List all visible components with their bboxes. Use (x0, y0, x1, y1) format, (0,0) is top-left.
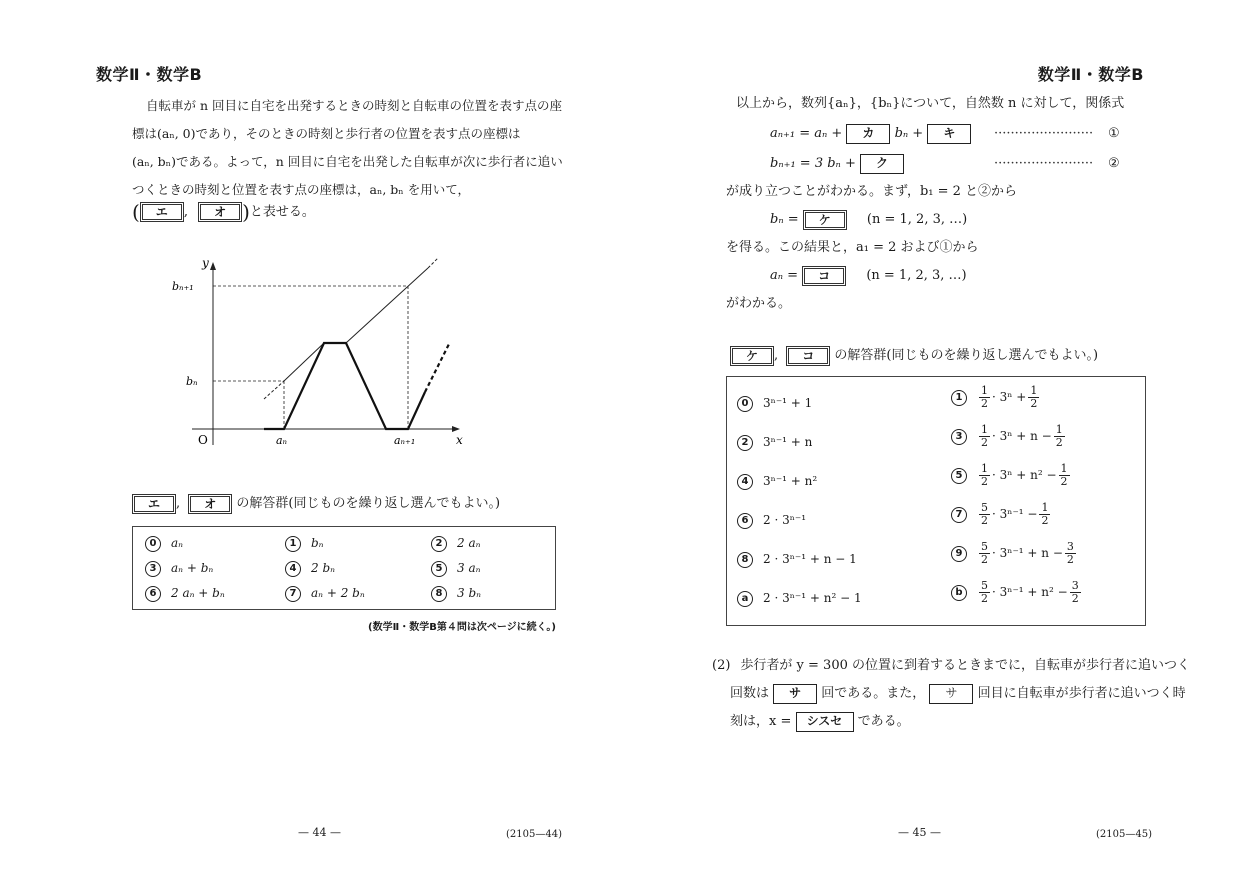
denominator: 2 (1030, 397, 1038, 410)
answer-box-ki[interactable]: キ (927, 124, 971, 144)
choice-item[interactable] (145, 585, 225, 602)
choice-expr: 3ⁿ⁻¹ + n (763, 435, 813, 449)
heading-text: の解答群(同じものを繰り返し選んでもよい。) (236, 496, 501, 511)
page-header: 数学Ⅱ・数学B (1037, 65, 1144, 84)
choices-box (726, 376, 1146, 626)
y-tick-bn: bₙ (186, 375, 198, 388)
choice-expr: · 3ⁿ⁻¹ + n − (992, 546, 1063, 560)
choice-number: 5 (951, 468, 967, 484)
choice-item[interactable] (951, 580, 1083, 605)
tuple-suffix: と表せる。 (249, 204, 315, 220)
choice-item[interactable] (951, 502, 1052, 527)
question-label: (2) (712, 658, 731, 673)
choice-number: 2 (737, 435, 753, 451)
answer-box-ka[interactable]: カ (846, 124, 890, 144)
denominator: 2 (981, 514, 988, 527)
walker-line-dash-start (264, 381, 284, 399)
comma: , (774, 348, 779, 363)
leader-dots: ························ (994, 126, 1094, 141)
heading-box-ko: コ (786, 346, 830, 366)
choice-number: 2 (431, 536, 447, 552)
denominator: 2 (1066, 553, 1074, 566)
denominator: 2 (981, 475, 988, 488)
y-axis-arrow (210, 262, 216, 270)
choice-item[interactable] (951, 541, 1078, 566)
intro-line: (aₙ, bₙ)である。よって，n 回目に自宅を出発した自転車が次に歩行者に追い (132, 154, 563, 169)
q2-line2-pre: 回数は (730, 686, 770, 701)
choice-number: b (951, 585, 967, 601)
denominator: 2 (981, 436, 988, 449)
fraction (979, 463, 990, 488)
choice-number: 4 (285, 561, 301, 577)
choice-number: 4 (737, 474, 753, 490)
line-4: がわかる。 (726, 296, 792, 311)
answer-box-ke[interactable]: ケ (803, 210, 847, 230)
answer-box-e[interactable]: エ (140, 202, 184, 222)
walker-line-dash-end (428, 258, 438, 268)
fraction (979, 424, 990, 449)
page-code: (2105—44) (506, 829, 562, 840)
answer-box-ku[interactable]: ク (860, 154, 904, 174)
page-header: 数学Ⅱ・数学B (96, 65, 203, 84)
denominator: 2 (981, 553, 988, 566)
choice-item[interactable] (285, 535, 324, 552)
heading-text: の解答群(同じものを繰り返し選んでもよい。) (834, 348, 1099, 363)
eq3-lhs: bₙ = (770, 212, 799, 227)
choice-item[interactable] (431, 585, 481, 602)
open-paren: ( (132, 200, 140, 224)
equation-3 (770, 206, 967, 234)
eq1-lhs: aₙ₊₁ = aₙ + (770, 126, 843, 141)
right-page (620, 0, 1240, 876)
choice-item[interactable] (285, 560, 335, 577)
comma: , (183, 204, 188, 220)
equation-4 (770, 262, 967, 290)
choice-expr: aₙ (171, 536, 184, 550)
denominator: 2 (981, 592, 988, 605)
choice-expr: · 3ⁿ + (992, 390, 1027, 404)
eq4-cond: (n = 1, 2, 3, …) (866, 268, 967, 283)
bicycle-path-dash (425, 342, 450, 392)
choice-number: 5 (431, 561, 447, 577)
fraction (1059, 463, 1070, 488)
eq3-cond: (n = 1, 2, 3, …) (866, 212, 968, 227)
choice-number: 6 (145, 586, 161, 602)
choice-expr: · 3ⁿ + n − (992, 429, 1052, 443)
choice-number: 1 (951, 390, 967, 406)
numerator: 3 (1066, 540, 1074, 553)
heading-box-e: エ (132, 494, 176, 514)
denominator: 2 (1041, 514, 1049, 527)
choice-item[interactable] (951, 385, 1041, 410)
eq2-ref: ② (1108, 156, 1120, 171)
denominator: 2 (1060, 475, 1068, 488)
close-paren: ) (242, 200, 250, 224)
y-axis-label: y (202, 256, 209, 270)
fraction (979, 541, 990, 566)
choice-item[interactable] (737, 473, 817, 490)
choice-number: 0 (145, 536, 161, 552)
choice-item[interactable] (737, 434, 812, 451)
choice-expr: aₙ + bₙ (171, 561, 214, 575)
page-number: — 45 — (898, 826, 941, 839)
choices-heading (132, 490, 500, 518)
choice-expr: · 3ⁿ + n² − (992, 468, 1057, 482)
choice-expr: aₙ + 2 bₙ (311, 586, 365, 600)
eq4-lhs: aₙ = (770, 268, 799, 283)
fraction (1028, 385, 1039, 410)
choice-number: a (737, 591, 753, 607)
choice-number: 3 (145, 561, 161, 577)
eq2-lhs: bₙ₊₁ = 3 bₙ + (770, 156, 856, 171)
line-2: が成り立つことがわかる。まず，b₁ = 2 と②から (726, 184, 1018, 199)
numerator: 1 (981, 423, 988, 436)
choice-item[interactable] (431, 560, 480, 577)
numerator: 5 (981, 501, 988, 514)
numerator: 1 (1041, 501, 1049, 514)
numerator: 1 (1055, 423, 1063, 436)
intro-line: つくときの時刻と位置を表す点の座標は，aₙ, bₙ を用いて， (132, 182, 470, 197)
choice-expr: 2 · 3ⁿ⁻¹ + n² − 1 (763, 591, 862, 605)
x-axis-arrow (452, 426, 460, 432)
choice-expr: 3ⁿ⁻¹ + 1 (763, 396, 813, 410)
fraction (979, 502, 990, 527)
choice-expr: 2 · 3ⁿ⁻¹ (763, 513, 807, 527)
question-2 (712, 652, 1190, 736)
choice-expr: 3 bₙ (457, 586, 481, 600)
graph (170, 250, 470, 450)
walker-line-1 (284, 343, 324, 381)
equation-1 (770, 120, 971, 148)
q2-line3-pre: 刻は，x = (730, 714, 792, 729)
choice-number: 1 (285, 536, 301, 552)
choice-number: 8 (737, 552, 753, 568)
fraction (1039, 502, 1050, 527)
denominator: 2 (1055, 436, 1063, 449)
comma: , (176, 496, 181, 511)
origin-label: O (198, 433, 208, 447)
continue-note: (数学Ⅱ・数学B第４問は次ページに続く。) (368, 622, 556, 633)
choice-item[interactable] (285, 585, 365, 602)
line-3: を得る。この結果と，a₁ = 2 および①から (726, 240, 979, 255)
intro-line: 標は(aₙ, 0)であり，そのときの時刻と歩行者の位置を表す点の座標は (132, 126, 521, 141)
choices-box (132, 526, 556, 610)
choice-item[interactable] (951, 463, 1072, 488)
y-tick-bn1: bₙ₊₁ (172, 280, 194, 293)
fraction (1065, 541, 1076, 566)
answer-box-ko[interactable]: コ (802, 266, 846, 286)
choice-number: 7 (951, 507, 967, 523)
x-axis-label: x (456, 433, 463, 447)
denominator: 2 (1071, 592, 1079, 605)
choice-item[interactable] (951, 424, 1067, 449)
q2-line3-post: である。 (857, 714, 910, 729)
choice-expr: 2 aₙ (457, 536, 481, 550)
choice-number: 7 (285, 586, 301, 602)
choice-item[interactable] (431, 535, 480, 552)
numerator: 1 (981, 462, 988, 475)
choice-expr: bₙ (311, 536, 324, 550)
page-number: — 44 — (298, 826, 341, 839)
choices-heading (730, 342, 1098, 370)
fraction (979, 580, 990, 605)
denominator: 2 (981, 397, 988, 410)
choice-number: 8 (431, 586, 447, 602)
choice-item[interactable] (737, 512, 806, 529)
answer-box-sa-ref: サ (929, 684, 973, 704)
choice-number: 0 (737, 396, 753, 412)
page-code: (2105—45) (1096, 829, 1152, 840)
choice-number: 3 (951, 429, 967, 445)
answer-box-shisuse[interactable]: シスセ (796, 712, 854, 732)
answer-tuple (132, 198, 315, 227)
choice-expr: 2 bₙ (311, 561, 335, 575)
fraction (1054, 424, 1065, 449)
choice-expr: 3ⁿ⁻¹ + n² (763, 474, 818, 488)
bicycle-path (264, 343, 425, 429)
choice-expr: 3 aₙ (457, 561, 481, 575)
choice-item[interactable] (145, 560, 213, 577)
leader-dots: ························ (994, 156, 1094, 171)
q2-line1: 歩行者が y = 300 の位置に到着するときまでに，自転車が歩行者に追いつく (740, 658, 1191, 673)
heading-box-ke: ケ (730, 346, 774, 366)
choice-number: 6 (737, 513, 753, 529)
choice-expr: 2 · 3ⁿ⁻¹ + n − 1 (763, 552, 857, 566)
intro-paragraph (132, 92, 563, 204)
heading-box-o: オ (188, 494, 232, 514)
walker-line-2 (346, 268, 428, 343)
choice-number: 9 (951, 546, 967, 562)
x-tick-an: aₙ (276, 434, 288, 447)
recurrence-intro: 以上から，数列{aₙ}，{bₙ}について，自然数 n に対して，関係式 (736, 96, 1125, 111)
x-tick-an1: aₙ₊₁ (394, 434, 416, 447)
numerator: 1 (981, 384, 988, 397)
choice-item[interactable] (737, 590, 862, 607)
answer-box-o[interactable]: オ (198, 202, 242, 222)
q2-line2-post: 回目に自転車が歩行者に追いつく時 (977, 686, 1186, 701)
fraction (1070, 580, 1081, 605)
choice-item[interactable] (737, 551, 857, 568)
choice-expr: · 3ⁿ⁻¹ + n² − (992, 585, 1068, 599)
eq1-mid: bₙ + (894, 126, 924, 141)
choice-item[interactable] (145, 535, 183, 552)
eq1-ref: ① (1108, 126, 1120, 141)
intro-line: 自転車が n 回目に自宅を出発するときの時刻と自転車の位置を表す点の座 (146, 98, 562, 113)
numerator: 1 (1060, 462, 1068, 475)
answer-box-sa[interactable]: サ (773, 684, 817, 704)
choice-item[interactable] (737, 395, 812, 412)
q2-line2-mid: 回である。また， (821, 686, 926, 701)
fraction (979, 385, 990, 410)
numerator: 5 (981, 540, 988, 553)
numerator: 1 (1030, 384, 1038, 397)
choice-expr: 2 aₙ + bₙ (171, 586, 225, 600)
equation-2 (770, 150, 904, 178)
numerator: 3 (1071, 579, 1079, 592)
choice-expr: · 3ⁿ⁻¹ − (992, 507, 1038, 521)
numerator: 5 (981, 579, 988, 592)
